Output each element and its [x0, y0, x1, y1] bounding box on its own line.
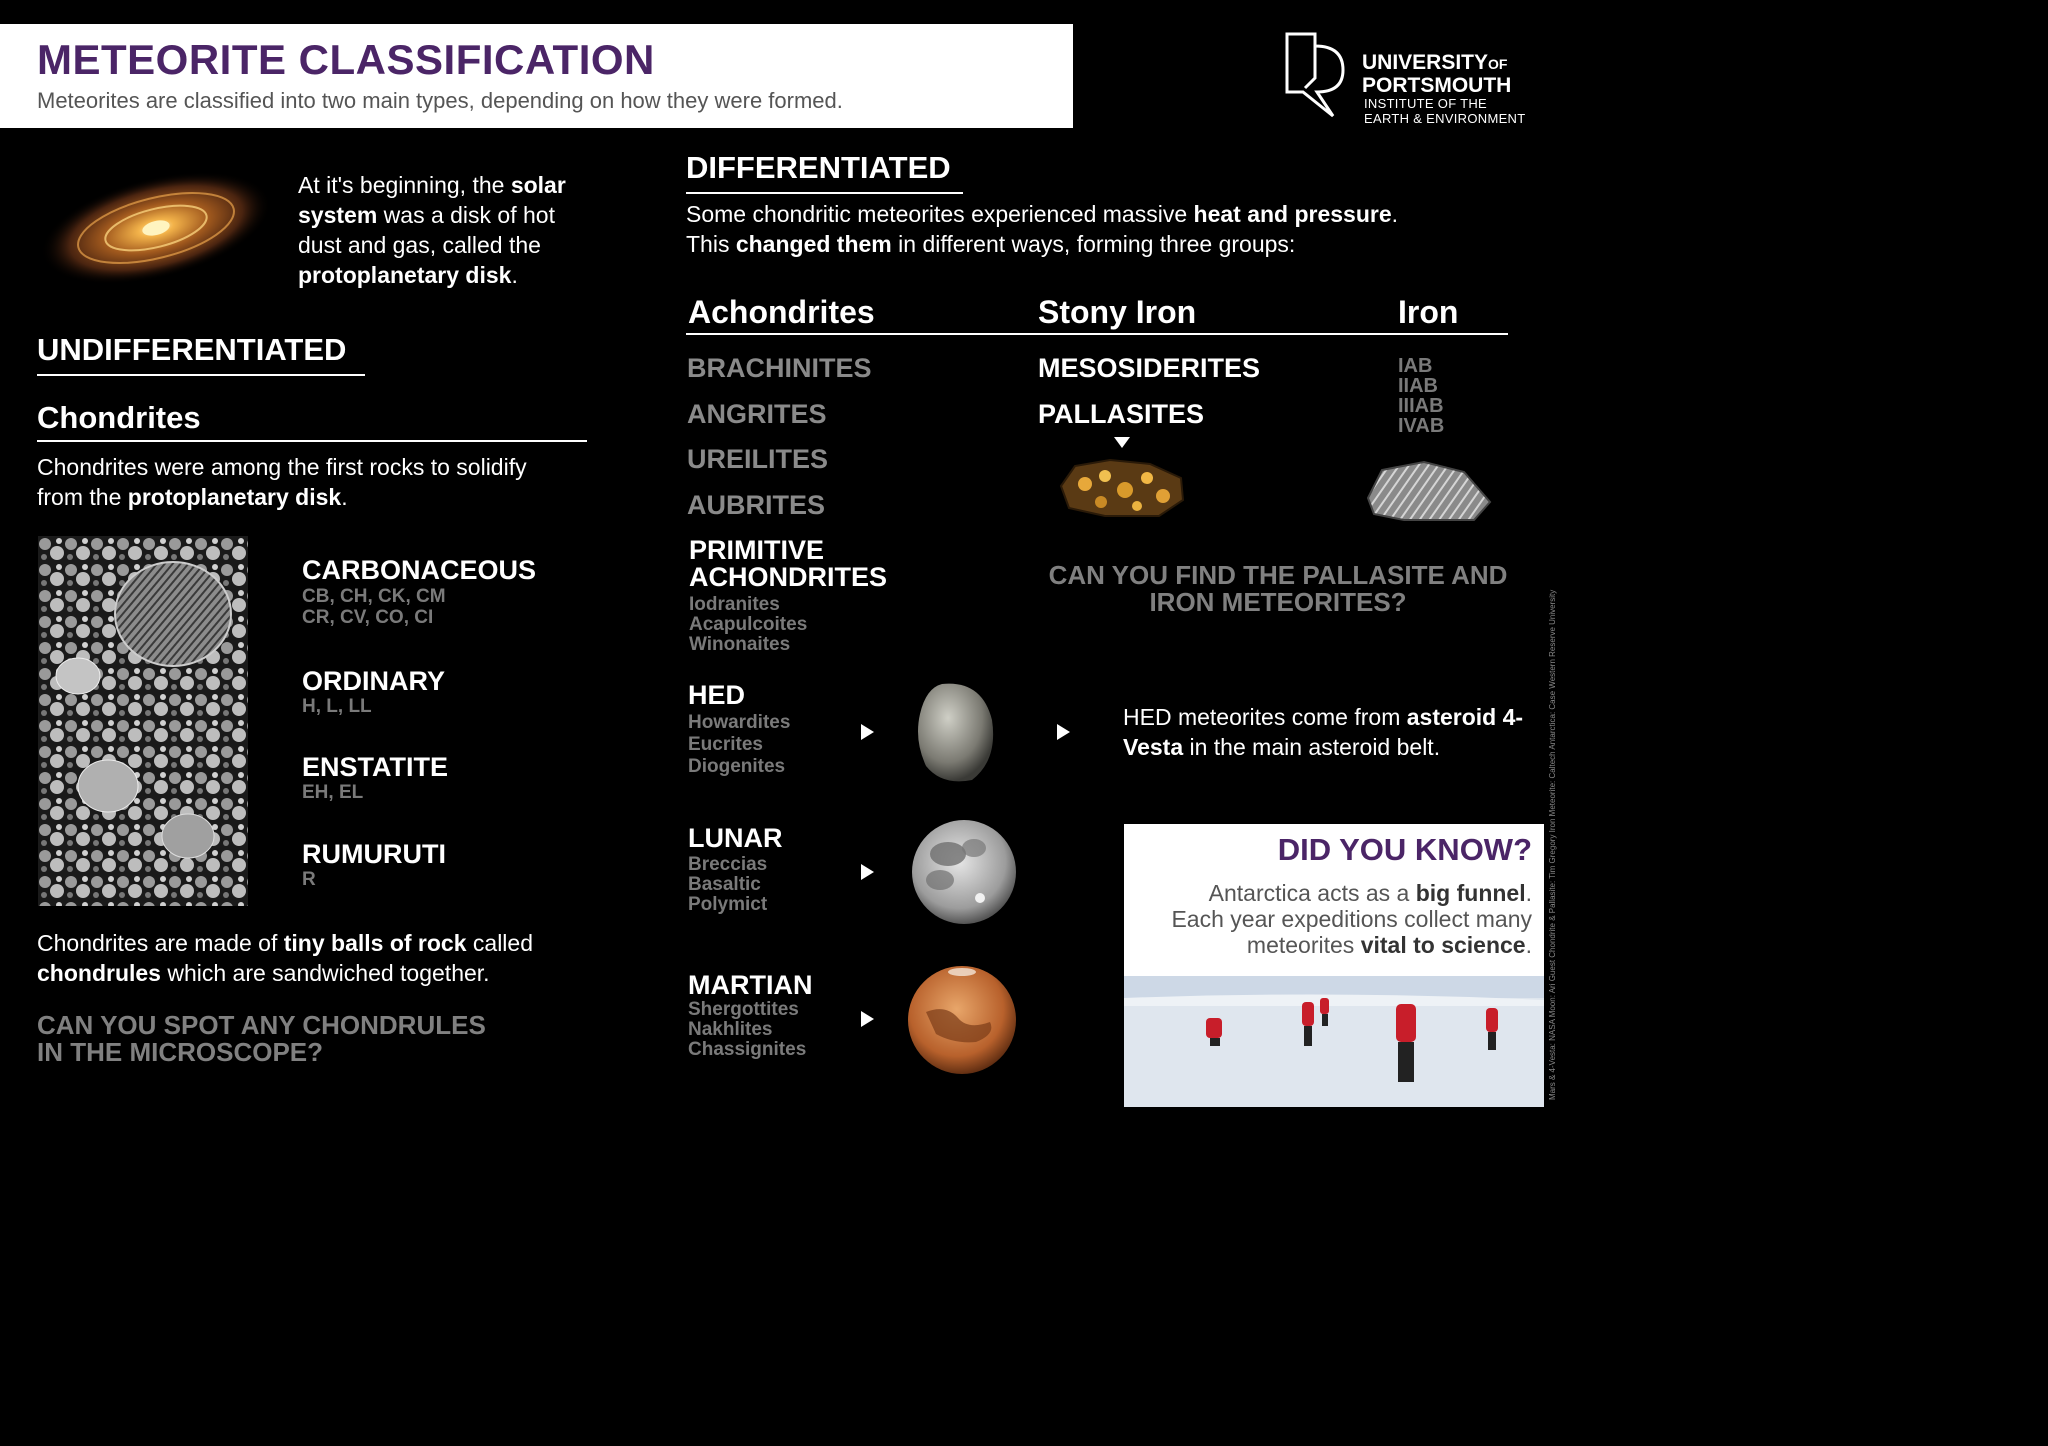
dyk-text-part: meteorites: [1246, 932, 1361, 958]
mars-image: [906, 964, 1018, 1076]
primitive-line: ACHONDRITES: [689, 562, 888, 592]
logo-university: UNIVERSITY: [1362, 51, 1489, 74]
group-name: LUNAR: [688, 823, 783, 853]
martian-group: [688, 972, 812, 1060]
lunar-group: [688, 825, 783, 915]
question-line: CAN YOU SPOT ANY CHONDRULES: [37, 1010, 486, 1040]
logo-portsmouth: PORTSMOUTH: [1362, 74, 1512, 97]
question-line: IN THE MICROSCOPE?: [37, 1037, 324, 1067]
chondrules-text-part: which are sandwiched together.: [160, 960, 490, 986]
chondrules-bold-chondrules: chondrules: [37, 960, 161, 986]
stony-iron-mesosiderites: MESOSIDERITES: [1038, 353, 1261, 383]
intro-bold-solar-system: solar system: [298, 172, 566, 228]
lunar-sub: Basaltic: [688, 874, 761, 895]
university-logo-icon: [1283, 30, 1361, 120]
martian-sub: Nakhlites: [688, 1019, 773, 1040]
protoplanetary-disk-image: [34, 160, 279, 300]
dyk-text-part: Antarctica acts as a: [1208, 880, 1416, 906]
group-name: ORDINARY: [302, 666, 446, 696]
find-question: [1038, 562, 1518, 616]
question-line: CAN YOU FIND THE PALLASITE AND: [1048, 560, 1508, 590]
logo-institute-line1: INSTITUTE OF THE: [1364, 96, 1488, 111]
iron-iiab: IIAB: [1398, 375, 1438, 397]
primitive-achondrites: [689, 537, 887, 655]
columns-divider: [686, 333, 1508, 335]
lunar-sub: Breccias: [688, 854, 768, 875]
logo-institute: [1364, 96, 1525, 126]
column-achondrites: Achondrites: [688, 294, 875, 330]
dyk-bold-funnel: big funnel: [1415, 880, 1526, 906]
hed-desc-part: HED meteorites come from: [1123, 704, 1407, 730]
diff-desc-bold-heat: heat and pressure: [1193, 201, 1392, 227]
hed-sub: Eucrites: [688, 734, 763, 755]
antarctica-photo-image: [1124, 976, 1544, 1107]
dyk-text-part: Each year expeditions collect many: [1171, 906, 1532, 932]
hed-group: [688, 682, 790, 778]
diff-desc-part: in different ways, forming three groups:: [891, 231, 1296, 257]
lunar-sub: Polymict: [688, 894, 768, 915]
did-you-know-title: DID YOU KNOW?: [1277, 832, 1532, 867]
right-arrow-icon: [861, 864, 874, 880]
achondrite-aubrites: AUBRITES: [687, 490, 826, 520]
chondrite-group-enstatite: [302, 754, 448, 803]
dyk-bold-vital: vital to science: [1360, 932, 1526, 958]
logo-of: OF: [1488, 56, 1508, 72]
intro-text-part: At it's beginning, the: [298, 172, 511, 198]
stony-iron-pallasites: PALLASITES: [1038, 399, 1205, 429]
did-you-know-text: [1171, 880, 1532, 958]
chondrite-group-rumuruti: [302, 841, 446, 890]
moon-image: [910, 818, 1018, 926]
intro-bold-protoplanetary: protoplanetary disk: [298, 262, 512, 288]
achondrite-brachinites: BRACHINITES: [687, 353, 872, 383]
chondrites-desc-bold: protoplanetary disk: [127, 484, 342, 510]
group-subtypes: CR, CV, CO, CI: [302, 607, 434, 628]
chondrites-desc-part: Chondrites were among the first rocks to solidify from the: [37, 454, 527, 510]
group-name: RUMURUTI: [302, 839, 446, 869]
pallasite-image: [1055, 456, 1187, 520]
right-arrow-icon: [861, 724, 874, 740]
image-credits: Mars & 4-Vesta: NASA Moon: Ari Guest Chondrite & Pallasite: Tim Gregory Iron Meteorite: Caltech Antarctica: Case Western Reserve University: [1548, 589, 1557, 1100]
chondrules-question: [37, 1012, 486, 1066]
intro-text-part: .: [511, 262, 518, 288]
primitive-sub: Winonaites: [689, 634, 791, 655]
chondrules-bold-tiny-balls: tiny balls of rock: [283, 930, 467, 956]
dyk-text-part: .: [1525, 880, 1532, 906]
page-subtitle: Meteorites are classified into two main types, depending on how they were formed.: [37, 88, 843, 113]
group-name: CARBONACEOUS: [302, 555, 537, 585]
right-arrow-icon: [861, 1011, 874, 1027]
undifferentiated-heading: UNDIFFERENTIATED: [37, 332, 365, 376]
chondrules-text: [37, 928, 597, 988]
diff-desc-part: This: [686, 231, 736, 257]
differentiated-description: [686, 199, 1486, 259]
hed-desc-bold: asteroid 4-Vesta: [1123, 704, 1524, 760]
iron-meteorite-image: [1364, 458, 1494, 524]
hed-sub: Howardites: [688, 712, 791, 733]
group-subtypes: R: [302, 869, 316, 890]
column-iron: Iron: [1398, 294, 1459, 330]
question-line: IRON METEORITES?: [1149, 587, 1407, 617]
martian-sub: Chassignites: [688, 1039, 807, 1060]
achondrite-ureilites: UREILITES: [687, 444, 829, 474]
primitive-sub: Iodranites: [689, 594, 780, 615]
logo-wordmark: [1362, 52, 1511, 97]
group-name: MARTIAN: [688, 970, 813, 1000]
chondrules-text-part: called: [466, 930, 533, 956]
dyk-text-part: .: [1525, 932, 1532, 958]
logo-institute-line2: EARTH & ENVIRONMENT: [1364, 111, 1526, 126]
iron-ivab: IVAB: [1398, 415, 1445, 437]
chondrite-group-ordinary: [302, 668, 445, 717]
chondrules-text-part: Chondrites are made of: [37, 930, 284, 956]
differentiated-heading: DIFFERENTIATED: [686, 150, 963, 194]
hed-desc-part: in the main asteroid belt.: [1183, 734, 1441, 760]
chondrites-heading: Chondrites: [37, 400, 587, 442]
did-you-know-panel: [1124, 824, 1544, 1107]
diff-desc-part: Some chondritic meteorites experienced massive: [686, 201, 1194, 227]
diff-desc-part: .: [1391, 201, 1399, 227]
martian-sub: Shergottites: [688, 999, 799, 1020]
column-stony-iron: Stony Iron: [1038, 294, 1197, 330]
primitive-line: PRIMITIVE: [689, 535, 825, 565]
diff-desc-bold-changed: changed them: [735, 231, 892, 257]
page-title: METEORITE CLASSIFICATION: [37, 36, 655, 83]
chondrites-description: [37, 452, 557, 512]
group-subtypes: CB, CH, CK, CM: [302, 586, 446, 607]
iron-iiiab: IIIAB: [1398, 395, 1444, 417]
group-name: ENSTATITE: [302, 752, 448, 782]
intro-text-part: was a disk of hot dust and gas, called the: [298, 202, 555, 258]
down-arrow-icon: [1114, 437, 1130, 448]
group-subtypes: H, L, LL: [302, 696, 372, 717]
hed-description: [1123, 702, 1543, 762]
iron-groups: [1398, 356, 1444, 436]
primitive-sub: Acapulcoites: [689, 614, 808, 635]
chondrites-desc-part: .: [341, 484, 348, 510]
achondrite-angrites: ANGRITES: [687, 399, 827, 429]
vesta-image: [912, 680, 998, 784]
right-arrow-icon: [1057, 724, 1070, 740]
intro-text: [298, 170, 598, 290]
group-subtypes: EH, EL: [302, 782, 364, 803]
chondrite-micrograph-image: [38, 536, 248, 906]
hed-sub: Diogenites: [688, 756, 786, 777]
iron-iab: IAB: [1398, 355, 1433, 377]
chondrite-group-carbonaceous: [302, 557, 536, 628]
group-name: HED: [688, 680, 746, 710]
